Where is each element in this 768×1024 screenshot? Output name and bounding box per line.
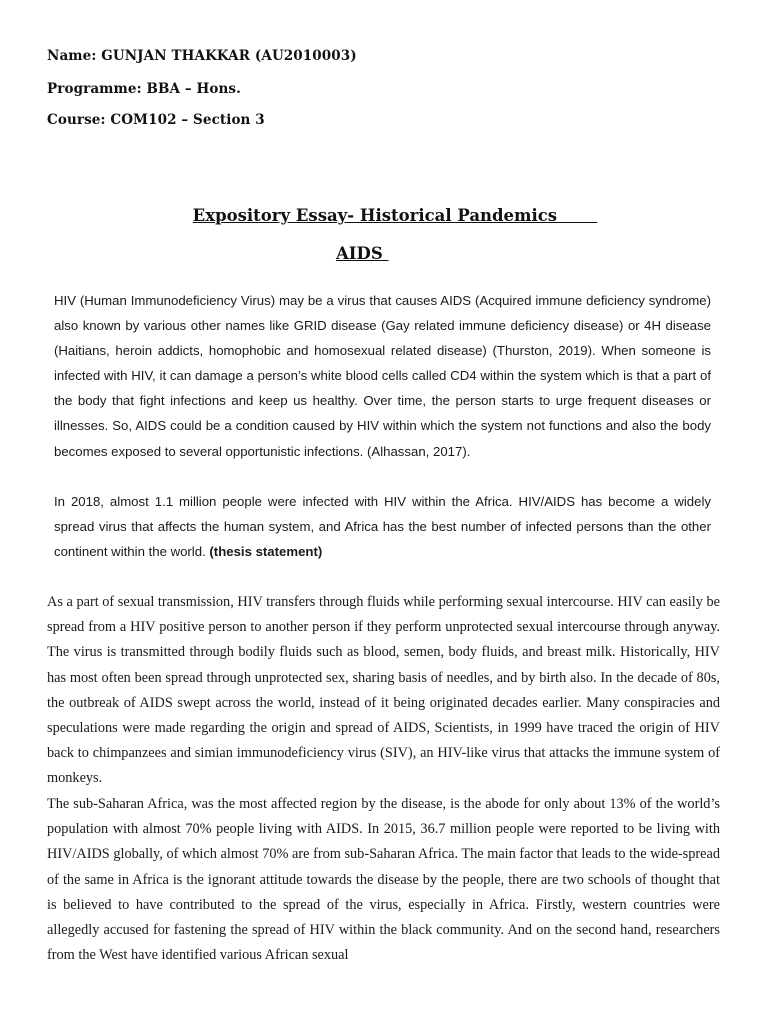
student-name: Name: GUNJAN THAKKAR (AU2010003)	[47, 48, 357, 64]
paragraph-africa	[47, 792, 720, 968]
paragraph-intro	[54, 288, 711, 464]
paragraph-transmission	[47, 590, 720, 792]
course-line: Course: COM102 – Section 3	[47, 112, 265, 128]
paragraph-text	[54, 489, 711, 564]
paragraph-text: The sub-Saharan Africa, was the most affected region by the disease, is the abode for only about 13% of the world’s population with almost 70% people living with AIDS. In 2015, 36.7 million people were reported to be living with HIV/AIDS globally, of which almost 70% are from sub-Saharan Africa. The main factor that leads to the wide-spread of the same in Africa is the ignorant attitude towards the disease by the people, there are two schools of thought that is believed to have contributed to the spread of the virus, especially in Africa. Firstly, western countries were allegedly accused for fastening the spread of HIV within the black community. And on the second hand, researchers from the West have identified various African sexual	[47, 796, 720, 964]
programme-line: Programme: BBA – Hons.	[47, 81, 241, 97]
paragraph-text: HIV (Human Immunodeficiency Virus) may be a virus that causes AIDS (Acquired immune deficiency syndrome) also known by various other names like GRID disease (Gay related immune deficiency disease) or 4H disease (Haitians, heroin addicts, homophobic and homosexual related disease) (Thurston, 2019). When someone is infected with HIV, it can damage a person’s white blood cells called CD4 within the system which is that a part of the body that fight infections and keep us healthy. Over time, the person starts to urge frequent diseases or illnesses. So, AIDS could be a condition caused by HIV within which the system not functions and also the body becomes exposed to several opportunistic infections. (Alhassan, 2017).	[54, 293, 711, 459]
thesis-label: (thesis statement)	[209, 544, 323, 560]
paragraph-text: As a part of sexual transmission, HIV transfers through fluids while performing sexual intercourse. HIV can easily be spread from a HIV positive person to another person if they perform unprotected sexual intercourse through anyway. The virus is transmitted through bodily fluids such as blood, semen, body fluids, and breast milk. Historically, HIV has most often been spread through unprotected sex, sharing basis of needles, and by birth also. In the decade of 80s, the outbreak of AIDS swept across the world, instead of it being originated decades earlier. Many conspiracies and speculations were made regarding the origin and spread of AIDS, Scientists, in 1999 have traced the origin of HIV back to chimpanzees and simian immunodeficiency virus (SIV), an HIV-like virus that attacks the immune system of monkeys.	[47, 594, 720, 787]
essay-title: Expository Essay- Historical Pandemics	[192, 206, 598, 225]
thesis-sentence: In 2018, almost 1.1 million people were infected with HIV within the Africa. HIV/AIDS has become a widely spread virus that affects the human system, and Africa has the best number of infected persons than the other continent within the world.	[54, 494, 711, 560]
essay-subtitle: AIDS	[336, 244, 389, 263]
paragraph-thesis	[54, 489, 711, 564]
